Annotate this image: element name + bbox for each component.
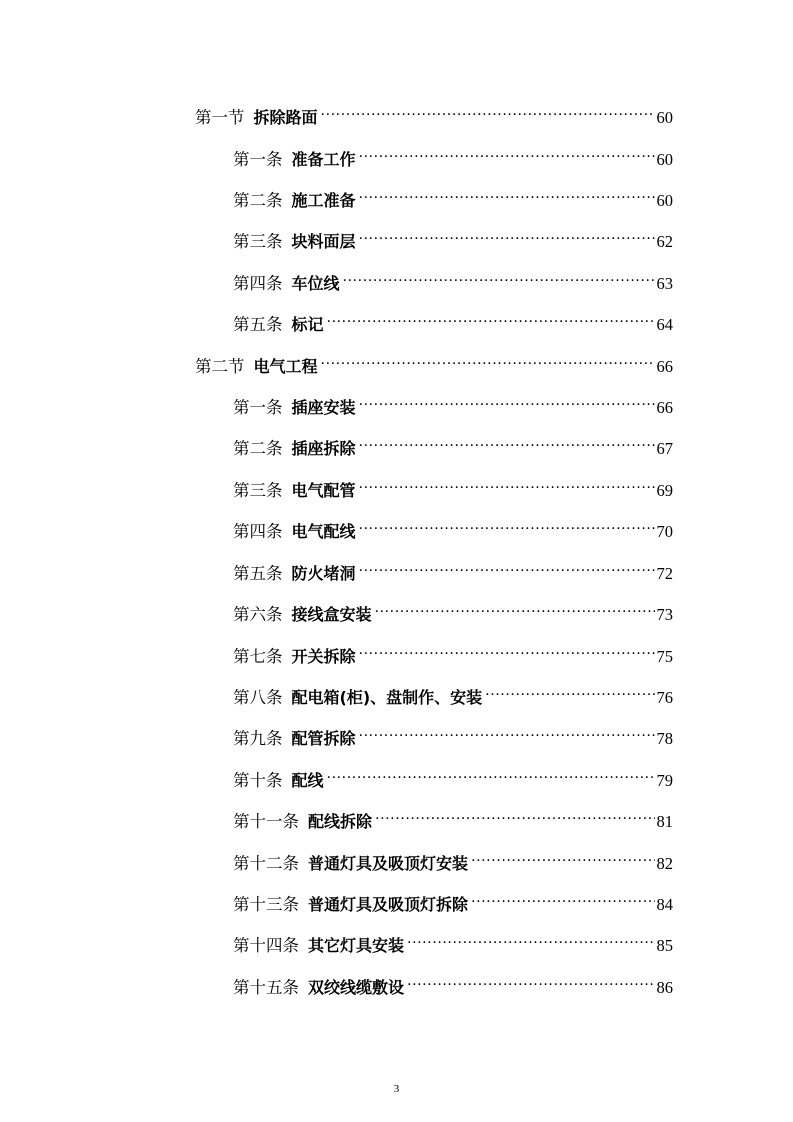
toc-dot-leader [359,428,655,454]
toc-entry-number: 第十三条 [233,895,299,914]
toc-dot-leader [359,718,655,744]
toc-entry-page: 60 [656,150,673,169]
toc-entry-number: 第十四条 [233,936,299,955]
toc-entry-number: 第一节 [195,108,245,127]
toc-entry[interactable] [233,718,673,748]
toc-dot-leader [359,221,655,247]
toc-dot-leader [407,967,654,993]
toc-entry-number: 第三条 [233,481,283,500]
toc-entry-page: 67 [656,439,673,458]
toc-entry-page: 79 [656,771,673,790]
toc-entry-number: 第七条 [233,647,283,666]
toc-entry-title: 准备工作 [291,150,356,169]
toc-entry-title: 其它灯具安装 [308,936,405,955]
toc-entry[interactable] [233,221,673,251]
toc-entry[interactable] [233,263,673,293]
toc-entry[interactable] [233,470,673,500]
toc-dot-leader [359,553,655,579]
toc-entry-number: 第四条 [233,522,283,541]
toc-entry-title: 车位线 [291,274,340,293]
toc-entry-page: 66 [656,398,673,417]
toc-dot-leader [359,511,655,537]
toc-entry-number: 第二条 [233,439,283,458]
toc-entry-title: 电气配管 [291,481,356,500]
toc-entry-title: 防火堵洞 [291,564,356,583]
toc-entry-page: 86 [656,978,673,997]
toc-entry-title: 插座拆除 [291,439,356,458]
toc-dot-leader [471,884,654,910]
toc-entry[interactable] [233,801,673,831]
toc-entry-title: 普通灯具及吸顶灯拆除 [308,895,469,914]
toc-entry-page: 73 [656,605,673,624]
toc-dot-leader [359,636,655,662]
toc-entry-number: 第十五条 [233,978,299,997]
toc-entry-number: 第六条 [233,605,283,624]
toc-entry-page: 63 [656,274,673,293]
toc-entry-number: 第十二条 [233,854,299,873]
toc-entry-page: 76 [656,688,673,707]
toc-dot-leader [359,180,655,206]
toc-entry[interactable] [233,553,673,583]
toc-entry-number: 第十条 [233,771,283,790]
toc-entry-page: 81 [656,812,673,831]
toc-entry[interactable] [233,760,673,790]
toc-entry-page: 69 [656,481,673,500]
toc-dot-leader [327,760,655,786]
toc-dot-leader [359,387,655,413]
toc-entry[interactable] [233,884,673,914]
toc-dot-leader [407,925,654,951]
toc-entry[interactable] [233,428,673,458]
toc-entry[interactable] [233,843,673,873]
toc-entry[interactable] [233,511,673,541]
toc-entry-page: 72 [656,564,673,583]
toc-entry-title: 施工准备 [291,191,356,210]
toc-entry-number: 第二节 [195,357,245,376]
toc-entry[interactable] [195,346,673,376]
toc-entry-title: 标记 [291,315,324,334]
toc-entry-number: 第五条 [233,315,283,334]
toc-entry-title: 开关拆除 [291,647,356,666]
toc-dot-leader [321,346,655,372]
toc-entry-number: 第八条 [233,688,283,707]
toc-entry-page: 70 [656,522,673,541]
toc-dot-leader [321,97,655,123]
toc-entry-title: 配线 [291,771,324,790]
toc-entry-page: 66 [656,357,673,376]
toc-dot-leader [343,263,655,289]
toc-dot-leader [375,594,655,620]
toc-entry-page: 60 [656,108,673,127]
toc-entry[interactable] [233,387,673,417]
toc-entry-number: 第五条 [233,564,283,583]
toc-entry-number: 第一条 [233,398,283,417]
toc-entry[interactable] [233,925,673,955]
toc-dot-leader [359,470,655,496]
toc-entry-page: 85 [656,936,673,955]
toc-entry-page: 64 [656,315,673,334]
toc-entry-title: 普通灯具及吸顶灯安装 [308,854,469,873]
toc-entry-page: 75 [656,647,673,666]
toc-entry-title: 接线盒安装 [291,605,372,624]
toc-entry-number: 第一条 [233,150,283,169]
toc-dot-leader [485,677,654,703]
toc-entry[interactable] [233,636,673,666]
toc-entry-page: 62 [656,232,673,251]
toc-entry[interactable] [233,967,673,997]
toc-entry-title: 配线拆除 [308,812,373,831]
toc-entry-title: 双绞线缆敷设 [308,978,405,997]
toc-dot-leader [471,843,654,869]
toc-entry[interactable] [233,139,673,169]
toc-entry-title: 插座安装 [291,398,356,417]
toc-entry-page: 78 [656,729,673,748]
toc-entry-page: 84 [656,895,673,914]
toc-entry[interactable] [233,180,673,210]
toc-entry-title: 配管拆除 [291,729,356,748]
toc-entry[interactable] [233,677,673,707]
toc-entry-title: 电气配线 [291,522,356,541]
toc-entry-number: 第四条 [233,274,283,293]
toc-dot-leader [359,139,655,165]
toc-entry-title: 配电箱(柜)、盘制作、安装 [291,688,483,707]
toc-entry-number: 第九条 [233,729,283,748]
toc-entry[interactable] [195,97,673,127]
toc-entry-page: 82 [656,854,673,873]
toc-entry-number: 第二条 [233,191,283,210]
toc-dot-leader [327,304,655,330]
toc-entry-title: 电气工程 [253,357,318,376]
toc-entry[interactable] [233,594,673,624]
toc-entry-number: 第三条 [233,232,283,251]
page-number: 3 [393,1083,400,1095]
toc-entry-page: 60 [656,191,673,210]
toc-dot-leader [375,801,654,827]
toc-entry-title: 块料面层 [291,232,356,251]
toc-entry-title: 拆除路面 [253,108,318,127]
toc-entry[interactable] [233,304,673,334]
toc-entry-number: 第十一条 [233,812,299,831]
